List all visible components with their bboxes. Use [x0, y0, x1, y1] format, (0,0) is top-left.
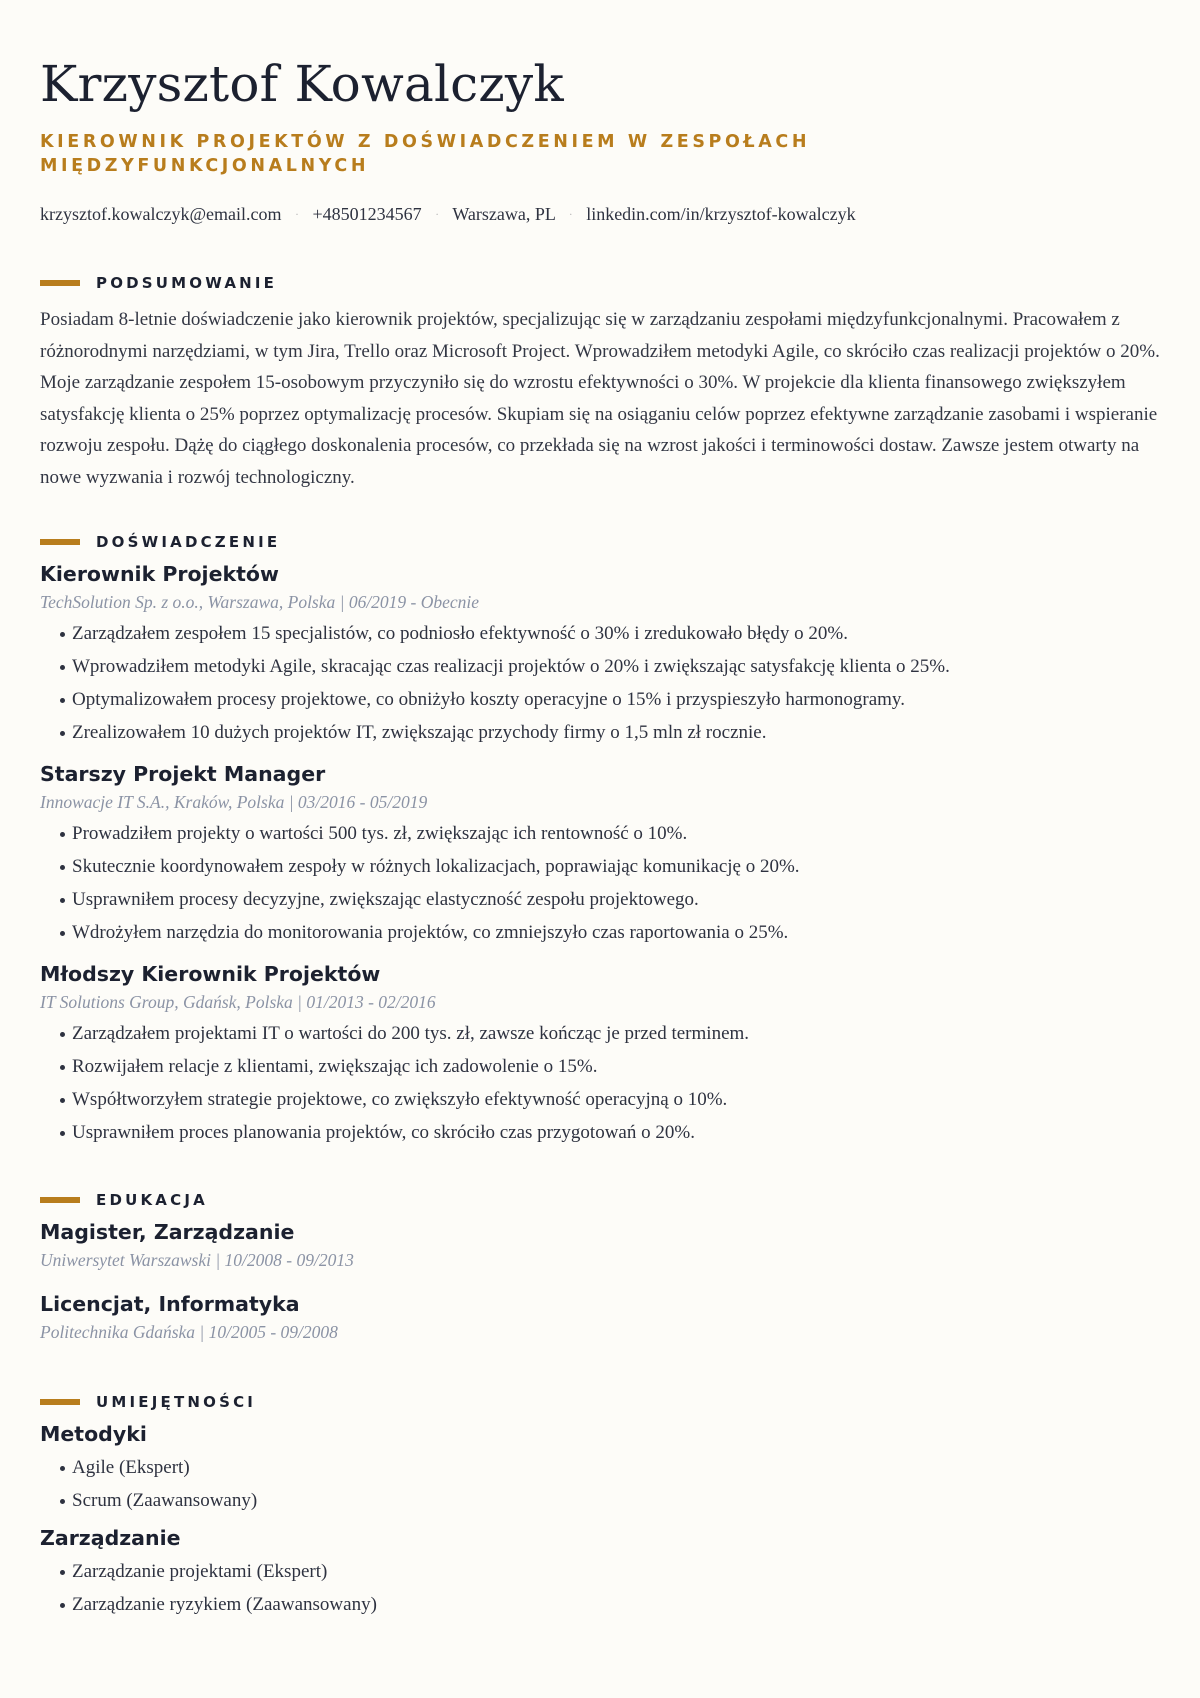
section-heading: [40, 1389, 1160, 1415]
section-accent-bar: [40, 539, 80, 545]
job-title: Kierownik Projektów: [40, 562, 279, 586]
contact-separator: ·: [295, 207, 299, 221]
experience-section: [40, 529, 1160, 1149]
candidate-headline: KIEROWNIK PROJEKTÓW Z DOŚWIADCZENIEM W ZESPOŁACH MIĘDZYFUNKCJONALNYCH: [40, 132, 811, 176]
skill-list: [40, 1451, 1160, 1517]
list-item: Usprawniłem procesy decyzyjne, zwiększając elastyczność zespołu projektowego.: [60, 883, 1160, 916]
skills-section: [40, 1389, 1160, 1621]
job-meta: Innowacje IT S.A., Kraków, Polska | 03/2016 - 05/2019: [40, 792, 428, 812]
degree-title: Licencjat, Informatyka: [40, 1292, 300, 1316]
section-heading: [40, 529, 1160, 555]
section-title-skills: UMIEJĘTNOŚCI: [96, 1393, 257, 1411]
list-item: Współtworzyłem strategie projektowe, co zwiększyło efektywność operacyjną o 10%.: [60, 1083, 1160, 1116]
candidate-name: Krzysztof Kowalczyk: [40, 55, 564, 113]
job-bullets: [40, 617, 1160, 749]
job-bullets: [40, 1017, 1160, 1149]
list-item: Rozwijałem relacje z klientami, zwiększając ich zadowolenie o 15%.: [60, 1050, 1160, 1083]
list-item: Zarządzanie projektami (Ekspert): [60, 1555, 1160, 1588]
section-title-education: EDUKACJA: [96, 1191, 208, 1209]
list-item: Prowadziłem projekty o wartości 500 tys. zł, zwiększając ich rentowność o 10%.: [60, 817, 1160, 850]
contact-email[interactable]: krzysztof.kowalczyk@email.com: [40, 204, 282, 224]
section-heading: [40, 270, 1160, 296]
list-item: Zrealizowałem 10 dużych projektów IT, zwiększając przychody firmy o 1,5 mln zł rocznie.: [60, 716, 1160, 749]
list-item: Wdrożyłem narzędzia do monitorowania projektów, co zmniejszyło czas raportowania o 25%.: [60, 916, 1160, 949]
job-meta: TechSolution Sp. z o.o., Warszawa, Polska | 06/2019 - Obecnie: [40, 592, 480, 612]
section-title-experience: DOŚWIADCZENIE: [96, 533, 281, 551]
education-meta: Uniwersytet Warszawski | 10/2008 - 09/2013: [40, 1250, 354, 1270]
list-item: Usprawniłem proces planowania projektów, co skróciło czas przygotowań o 20%.: [60, 1116, 1160, 1149]
summary-text: Posiadam 8-letnie doświadczenie jako kierownik projektów, specjalizując się w zarządzaniu zespołami międzyfunkcjonalnymi. Pracowałem z różnorodnymi narzędziami, w tym Jira, Trello oraz Microsoft Project. Wprowadziłem metodyki Agile, co skróciło czas realizacji projektów o 20%. Moje zarządzanie zespołem 15-osobowym przyczyniło się do wzrostu efektywności o 30%. W projekcie dla klienta finansowego zwiększyłem satysfakcję klienta o 25% poprzez optymalizację procesów. Skupiam się na osiąganiu celów poprzez efektywne zarządzanie zasobami i wspieranie rozwoju zespołu. Dążę do ciągłego doskonalenia procesów, co przekłada się na wzrost jakości i terminowości dostaw. Zawsze jestem otwarty na nowe wyzwania i rozwój technologiczny.: [40, 309, 1160, 488]
list-item: Skutecznie koordynowałem zespoły w różnych lokalizacjach, poprawiając komunikację o 20%.: [60, 850, 1160, 883]
skill-group: [40, 1419, 1160, 1517]
job-meta: IT Solutions Group, Gdańsk, Polska | 01/2013 - 02/2016: [40, 992, 436, 1012]
section-accent-bar: [40, 1399, 80, 1405]
contact-line: [40, 202, 1160, 228]
section-accent-bar: [40, 280, 80, 286]
education-entry: [40, 1217, 1160, 1273]
list-item: Zarządzałem projektami IT o wartości do 200 tys. zł, zawsze kończąc je przed terminem.: [60, 1017, 1160, 1050]
job-entry: [40, 759, 1160, 949]
contact-phone[interactable]: +48501234567: [312, 204, 422, 224]
list-item: Optymalizowałem procesy projektowe, co obniżyło koszty operacyjne o 15% i przyspieszyło harmonogramy.: [60, 683, 1160, 716]
skill-list: [40, 1555, 1160, 1621]
job-bullets: [40, 817, 1160, 949]
skill-group-title: Metodyki: [40, 1422, 147, 1446]
list-item: Scrum (Zaawansowany): [60, 1484, 1160, 1517]
education-meta: Politechnika Gdańska | 10/2005 - 09/2008: [40, 1322, 338, 1342]
list-item: Agile (Ekspert): [60, 1451, 1160, 1484]
list-item: Zarządzanie ryzykiem (Zaawansowany): [60, 1588, 1160, 1621]
section-title-summary: PODSUMOWANIE: [96, 274, 278, 292]
job-entry: [40, 959, 1160, 1149]
job-entry: [40, 559, 1160, 749]
job-title: Starszy Projekt Manager: [40, 762, 326, 786]
section-heading: [40, 1187, 1160, 1213]
list-item: Wprowadziłem metodyki Agile, skracając czas realizacji projektów o 20% i zwiększając satysfakcję klienta o 25%.: [60, 650, 1160, 683]
contact-separator: ·: [568, 207, 573, 221]
contact-separator: ·: [435, 207, 440, 221]
summary-section: [40, 270, 1160, 493]
skill-group: [40, 1523, 1160, 1621]
job-title: Młodszy Kierownik Projektów: [40, 962, 381, 986]
skill-group-title: Zarządzanie: [40, 1526, 181, 1550]
education-entry: [40, 1289, 1160, 1345]
contact-location: Warszawa, PL: [452, 204, 556, 224]
list-item: Zarządzałem zespołem 15 specjalistów, co podniosło efektywność o 30% i zredukowało błędy o 20%.: [60, 617, 1160, 650]
education-section: [40, 1187, 1160, 1345]
degree-title: Magister, Zarządzanie: [40, 1220, 295, 1244]
contact-linkedin[interactable]: linkedin.com/in/krzysztof-kowalczyk: [586, 204, 856, 224]
resume-header: [40, 48, 1160, 228]
section-accent-bar: [40, 1197, 80, 1203]
